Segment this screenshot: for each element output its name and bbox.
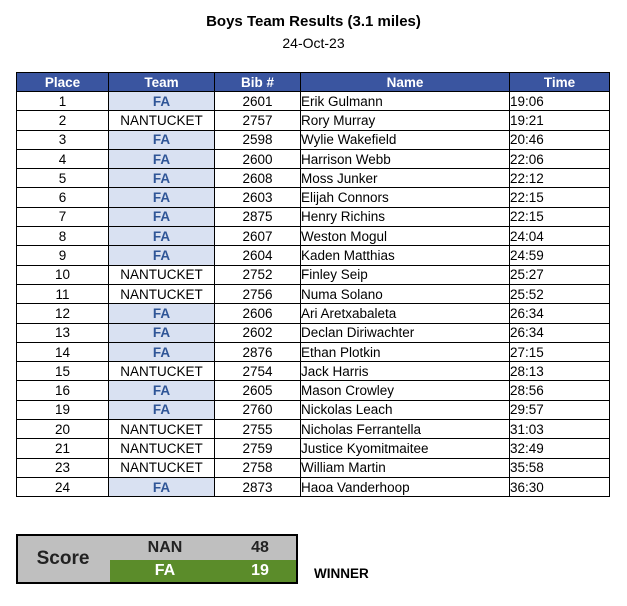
table-row [17,342,610,361]
cell-time: 24:04 [510,227,610,246]
cell-time: 22:15 [510,207,610,226]
cell-name: Ethan Plotkin [301,342,510,361]
cell-time: 22:12 [510,169,610,188]
table-row [17,92,610,111]
table-row [17,130,610,149]
cell-place: 4 [17,149,109,168]
cell-name: Wylie Wakefield [301,130,510,149]
cell-team: FA [109,207,215,226]
cell-time: 35:58 [510,458,610,477]
cell-bib: 2875 [215,207,301,226]
cell-place: 16 [17,381,109,400]
table-row [17,362,610,381]
cell-bib: 2604 [215,246,301,265]
results-body [17,92,610,497]
column-header-bib: Bib # [215,73,301,92]
cell-time: 20:46 [510,130,610,149]
table-row [17,477,610,496]
score-row-nan [110,537,296,559]
cell-name: Haoa Vanderhoop [301,477,510,496]
cell-bib: 2603 [215,188,301,207]
cell-place: 19 [17,400,109,419]
cell-time: 27:15 [510,342,610,361]
cell-name: Nickolas Leach [301,400,510,419]
cell-team: NANTUCKET [109,362,215,381]
cell-name: Finley Seip [301,265,510,284]
table-row [17,207,610,226]
cell-team: NANTUCKET [109,420,215,439]
cell-time: 19:21 [510,111,610,130]
cell-place: 13 [17,323,109,342]
cell-place: 3 [17,130,109,149]
cell-team: FA [109,323,215,342]
cell-place: 1 [17,92,109,111]
table-row [17,284,610,303]
score-box [16,534,298,584]
cell-place: 15 [17,362,109,381]
table-row [17,439,610,458]
table-header-row [17,73,610,92]
cell-team: FA [109,400,215,419]
cell-time: 28:56 [510,381,610,400]
cell-team: FA [109,188,215,207]
cell-name: Declan Diriwachter [301,323,510,342]
table-row [17,400,610,419]
cell-time: 32:49 [510,439,610,458]
cell-team: NANTUCKET [109,111,215,130]
cell-time: 24:59 [510,246,610,265]
cell-bib: 2752 [215,265,301,284]
cell-bib: 2598 [215,130,301,149]
cell-time: 22:15 [510,188,610,207]
table-row [17,111,610,130]
cell-time: 29:57 [510,400,610,419]
cell-team: NANTUCKET [109,458,215,477]
cell-place: 23 [17,458,109,477]
cell-bib: 2876 [215,342,301,361]
results-table [16,72,610,497]
cell-place: 5 [17,169,109,188]
cell-team: FA [109,92,215,111]
cell-bib: 2602 [215,323,301,342]
table-row [17,169,610,188]
cell-name: Weston Mogul [301,227,510,246]
cell-name: Harrison Webb [301,149,510,168]
race-date: 24-Oct-23 [282,35,345,51]
table-row [17,323,610,342]
cell-team: FA [109,246,215,265]
cell-team: NANTUCKET [109,284,215,303]
cell-bib: 2755 [215,420,301,439]
cell-name: Mason Crowley [301,381,510,400]
cell-place: 6 [17,188,109,207]
cell-place: 2 [17,111,109,130]
cell-name: Kaden Matthias [301,246,510,265]
cell-time: 19:06 [510,92,610,111]
cell-name: Nicholas Ferrantella [301,420,510,439]
cell-team: FA [109,227,215,246]
cell-name: Jack Harris [301,362,510,381]
cell-team: NANTUCKET [109,439,215,458]
cell-time: 31:03 [510,420,610,439]
cell-bib: 2757 [215,111,301,130]
cell-team: FA [109,477,215,496]
cell-name: Ari Aretxabaleta [301,304,510,323]
column-header-name: Name [301,73,510,92]
cell-bib: 2754 [215,362,301,381]
cell-team: FA [109,169,215,188]
cell-bib: 2760 [215,400,301,419]
cell-bib: 2606 [215,304,301,323]
column-header-team: Team [109,73,215,92]
cell-place: 11 [17,284,109,303]
cell-bib: 2600 [215,149,301,168]
table-row [17,188,610,207]
cell-place: 20 [17,420,109,439]
cell-time: 28:13 [510,362,610,381]
cell-time: 36:30 [510,477,610,496]
score-label: Score [36,548,90,569]
cell-place: 9 [17,246,109,265]
table-row [17,227,610,246]
cell-bib: 2605 [215,381,301,400]
table-row [17,458,610,477]
table-row [17,381,610,400]
score-team-fa: FA [154,562,176,579]
winner-label: WINNER [314,566,369,581]
cell-name: Rory Murray [301,111,510,130]
cell-name: Erik Gulmann [301,92,510,111]
cell-place: 7 [17,207,109,226]
cell-team: FA [109,381,215,400]
column-header-place: Place [17,73,109,92]
score-team-nan: NAN [147,539,183,556]
cell-team: FA [109,149,215,168]
cell-bib: 2607 [215,227,301,246]
cell-time: 25:52 [510,284,610,303]
cell-place: 24 [17,477,109,496]
cell-time: 26:34 [510,304,610,323]
column-header-time: Time [510,73,610,92]
score-points-nan: 48 [251,539,269,556]
table-row [17,246,610,265]
cell-name: Justice Kyomitmaitee [301,439,510,458]
cell-team: NANTUCKET [109,265,215,284]
cell-bib: 2873 [215,477,301,496]
cell-bib: 2601 [215,92,301,111]
cell-team: FA [109,130,215,149]
cell-time: 25:27 [510,265,610,284]
cell-bib: 2608 [215,169,301,188]
cell-name: William Martin [301,458,510,477]
cell-bib: 2759 [215,439,301,458]
cell-bib: 2756 [215,284,301,303]
cell-team: FA [109,342,215,361]
score-row-fa [110,560,296,582]
table-row [17,149,610,168]
cell-place: 10 [17,265,109,284]
score-points-fa: 19 [251,562,269,579]
cell-place: 14 [17,342,109,361]
cell-time: 26:34 [510,323,610,342]
cell-name: Moss Junker [301,169,510,188]
cell-place: 8 [17,227,109,246]
page-title: Boys Team Results (3.1 miles) [206,13,421,30]
cell-bib: 2758 [215,458,301,477]
cell-place: 12 [17,304,109,323]
cell-place: 21 [17,439,109,458]
table-row [17,304,610,323]
cell-name: Numa Solano [301,284,510,303]
table-row [17,420,610,439]
table-row [17,265,610,284]
cell-name: Henry Richins [301,207,510,226]
cell-team: FA [109,304,215,323]
cell-name: Elijah Connors [301,188,510,207]
cell-time: 22:06 [510,149,610,168]
